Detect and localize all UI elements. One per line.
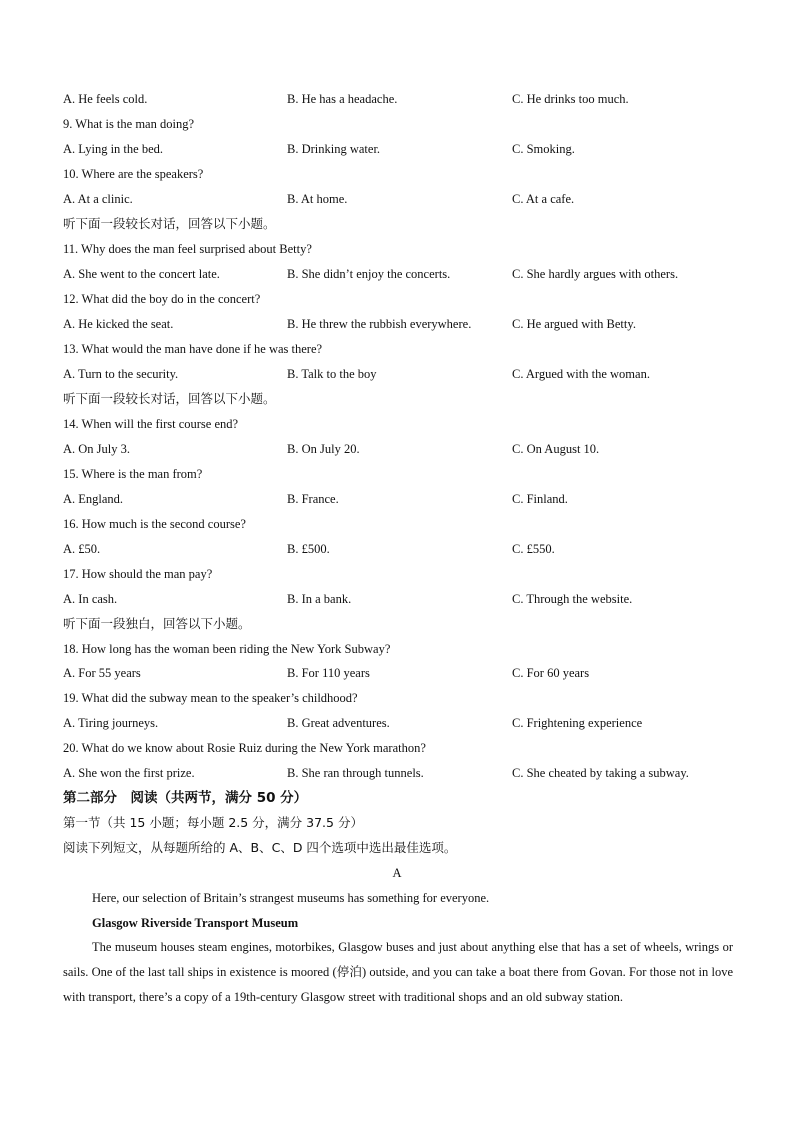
- q17-option-b: B. In a bank.: [287, 592, 352, 606]
- q20-question: 20. What do we know about Rosie Ruiz during the New York marathon?: [63, 741, 426, 755]
- q14-option-c: C. On August 10.: [512, 442, 600, 456]
- q10-option-b: B. At home.: [287, 192, 348, 206]
- q15-option-a: A. England.: [63, 492, 124, 506]
- instruction-2: 听下面一段较长对话，回答以下小题。: [63, 391, 276, 406]
- q14-option-a: A. On July 3.: [63, 442, 131, 456]
- q15-option-b: B. France.: [287, 492, 339, 506]
- q17-question: 17. How should the man pay?: [63, 567, 213, 581]
- q19-option-a: A. Tiring journeys.: [63, 716, 159, 730]
- q15-option-c: C. Finland.: [512, 492, 568, 506]
- q10-option-c: C. At a cafe.: [512, 192, 575, 206]
- q12-option-c: C. He argued with Betty.: [512, 317, 636, 331]
- q19-question: 19. What did the subway mean to the speaker’s childhood?: [63, 691, 358, 705]
- q19-option-c: C. Frightening experience: [512, 716, 643, 730]
- passage-label: A: [392, 866, 402, 880]
- q9-option-c: C. Smoking.: [512, 142, 575, 156]
- q14-option-b: B. On July 20.: [287, 442, 360, 456]
- part2-title: 第二部分 阅读（共两节，满分 50 分）: [63, 790, 308, 806]
- q14-question: 14. When will the first course end?: [63, 417, 239, 431]
- q9-option-b: B. Drinking water.: [287, 142, 381, 156]
- q18-option-b: B. For 110 years: [287, 666, 370, 680]
- q19-option-b: B. Great adventures.: [287, 716, 390, 730]
- reading-instruction: 阅读下列短文，从每题所给的 A、B、C、D 四个选项中选出最佳选项。: [63, 840, 457, 855]
- q20-option-b: B. She ran through tunnels.: [287, 766, 424, 780]
- q8-option-b: B. He has a headache.: [287, 92, 398, 106]
- q18-option-a: A. For 55 years: [63, 666, 141, 680]
- q16-option-b: B. £500.: [287, 542, 330, 556]
- q15-question: 15. Where is the man from?: [63, 467, 203, 481]
- q10-option-a: A. At a clinic.: [63, 192, 133, 206]
- q20-option-c: C. She cheated by taking a subway.: [512, 766, 689, 780]
- q11-option-c: C. She hardly argues with others.: [512, 267, 679, 281]
- q17-option-c: C. Through the website.: [512, 592, 633, 606]
- q9-question: 9. What is the man doing?: [63, 117, 194, 131]
- q18-option-c: C. For 60 years: [512, 666, 590, 680]
- passage-intro: Here, our selection of Britain’s strangest museums has something for everyone.: [92, 891, 490, 905]
- q10-question: 10. Where are the speakers?: [63, 167, 204, 181]
- instruction-3: 听下面一段独白，回答以下小题。: [63, 616, 251, 631]
- q11-question: 11. Why does the man feel surprised about Betty?: [63, 242, 312, 256]
- q20-option-a: A. She won the first prize.: [63, 766, 195, 780]
- q12-question: 12. What did the boy do in the concert?: [63, 292, 261, 306]
- museum-title: Glasgow Riverside Transport Museum: [92, 916, 299, 930]
- q13-question: 13. What would the man have done if he was there?: [63, 342, 323, 356]
- q9-option-a: A. Lying in the bed.: [63, 142, 163, 156]
- q8-option-a: A. He feels cold.: [63, 92, 148, 106]
- q8-option-c: C. He drinks too much.: [512, 92, 629, 106]
- instruction-1: 听下面一段较长对话，回答以下小题。: [63, 216, 276, 231]
- q17-option-a: A. In cash.: [63, 592, 118, 606]
- museum-paragraph: The museum houses steam engines, motorbikes, Glasgow buses and just about anything else that has a set of wheels, wrings or sails. One of the last tall ships in existence is moored (停泊) outside, and you can take a boat there from Govan. For those not in love with transport, there’s a copy of a 19th-century Glasgow street with traditional shops and an old subway station.: [63, 940, 733, 1004]
- q13-option-a: A. Turn to the security.: [63, 367, 179, 381]
- q16-option-a: A. £50.: [63, 542, 101, 556]
- q13-option-b: B. Talk to the boy: [287, 367, 377, 381]
- q12-option-b: B. He threw the rubbish everywhere.: [287, 317, 472, 331]
- q11-option-a: A. She went to the concert late.: [63, 267, 220, 281]
- q11-option-b: B. She didn’t enjoy the concerts.: [287, 267, 451, 281]
- q12-option-a: A. He kicked the seat.: [63, 317, 174, 331]
- q13-option-c: C. Argued with the woman.: [512, 367, 650, 381]
- q18-question: 18. How long has the woman been riding the New York Subway?: [63, 642, 391, 656]
- q16-option-c: C. £550.: [512, 542, 555, 556]
- section1-heading: 第一节（共 15 小题；每小题 2.5 分，满分 37.5 分）: [63, 815, 363, 830]
- q16-question: 16. How much is the second course?: [63, 517, 246, 531]
